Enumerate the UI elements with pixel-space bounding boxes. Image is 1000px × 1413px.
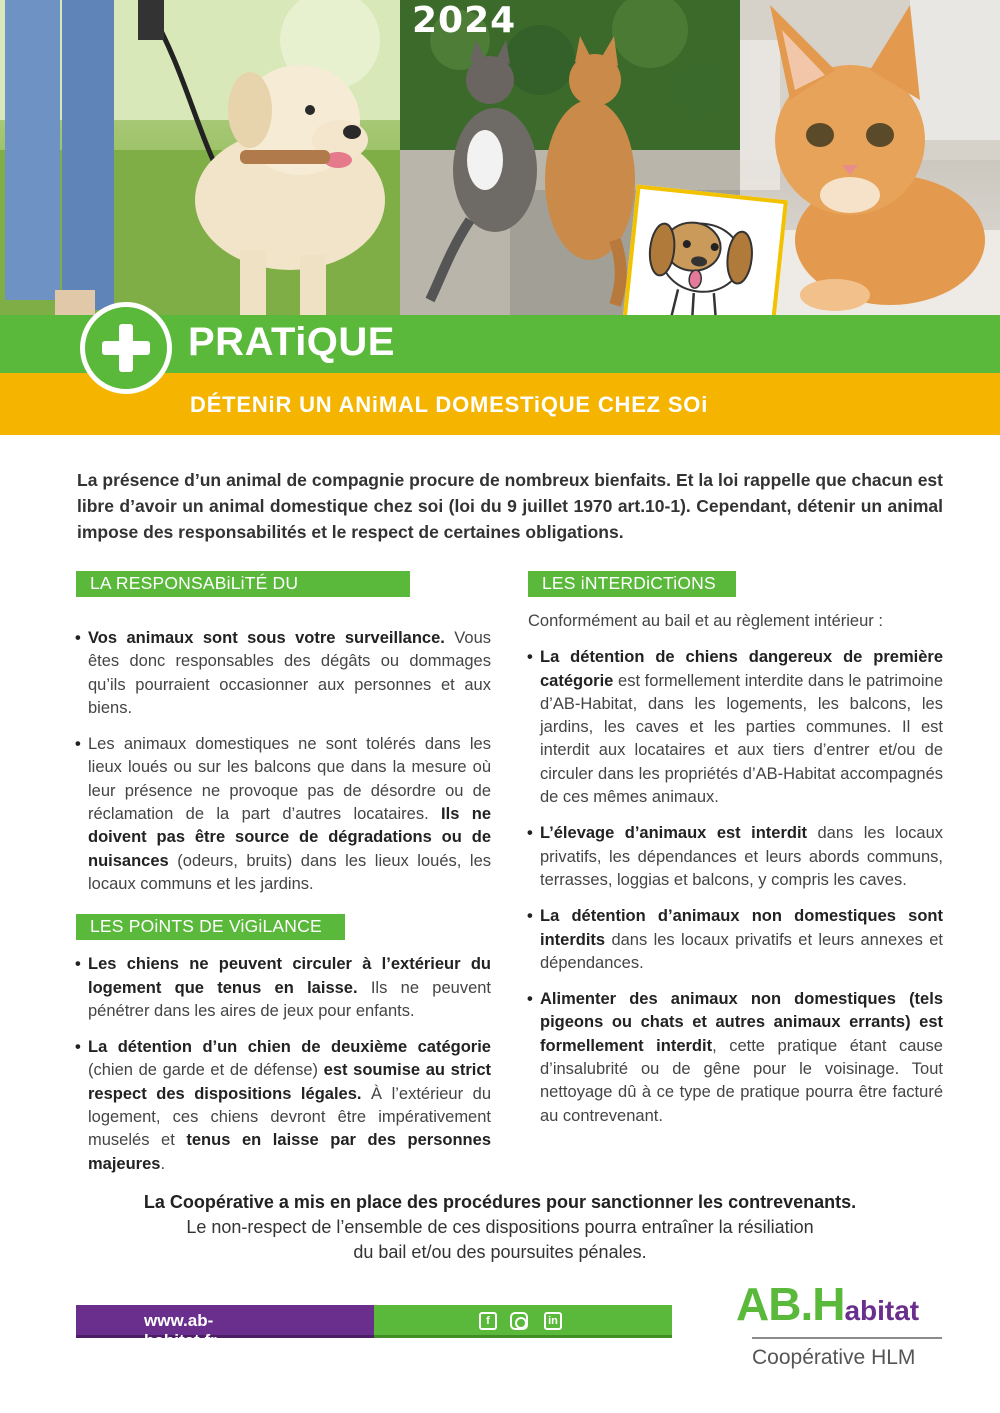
closing-statement xyxy=(60,1190,940,1265)
list-item: • Alimenter des animaux non domestiques (tels pigeons ou chats et autres animaux errants) est formellement interdit, cette pratique étant cause d’insalubrité ou de gêne pour le voisinage. Tout nettoyage dû à ce type de pratique pourra être facturé au contrevenant. xyxy=(528,988,943,1128)
footer-purple-band xyxy=(76,1305,374,1338)
list-item: • Vos animaux sont sous votre surveillance. Vous êtes donc responsables des dégâts ou dommages qu’ils pourraient occasionner aux personnes et aux biens. xyxy=(76,627,491,720)
vigilance-heading: LES POiNTS DE ViGiLANCE xyxy=(76,914,345,940)
dog-walking-photo xyxy=(0,0,400,330)
closing-strong: La Coopérative a mis en place des procédures pour sanctionner les contrevenants. xyxy=(143,1192,857,1212)
header-photos xyxy=(0,0,1000,330)
plus-icon xyxy=(80,302,172,394)
dog-illustration xyxy=(0,0,400,330)
ab-habitat-logo xyxy=(736,1280,946,1380)
instagram-icon[interactable] xyxy=(510,1312,528,1330)
left-column xyxy=(76,571,491,1176)
list-item: • La détention d’un chien de deuxième catégorie (chien de garde et de défense) est soumise au strict respect des dispositions légales. À l’extérieur du logement, ces chiens devront être impérativement muselés et tenus en laisse par des personnes majeures. xyxy=(76,1036,491,1176)
logo-wordmark: AB.Habitat xyxy=(736,1278,920,1330)
list-item: • Les animaux domestiques ne sont tolérés dans les lieux loués ou sur les balcons que dans la mesure où leur présence ne provoque pas de désordre ou de réclamation de la part d’autres locataires. Ils ne doivent pas être source de dégradations ou de nuisances (odeurs, bruits) dans les lieux loués, les locaux communs et les jardins. xyxy=(76,733,491,896)
facebook-icon[interactable]: f xyxy=(479,1312,497,1330)
intro-paragraph: La présence d’un animal de compagnie procure de nombreux bienfaits. Et la loi rappelle que chacun est libre d’avoir un animal domestique chez soi (loi du 9 juillet 1970 art.10-1). Cependant, détenir un animal impose des responsabilités et le respect de certaines obligations. xyxy=(77,470,943,542)
logo-tagline: Coopérative HLM xyxy=(752,1346,916,1369)
linkedin-icon[interactable]: in xyxy=(544,1312,562,1330)
closing-line-1: Le non-respect de l’ensemble de ces dispositions pourra entraîner la résiliation xyxy=(186,1217,814,1237)
page-subtitle: DÉTENiR UN ANiMAL DOMESTiQUE CHEZ SOi xyxy=(190,392,709,417)
list-item: • L’élevage d’animaux est interdit dans les locaux privatifs, les dépendances et leurs abords communs, terrasses, loggias et balcons, y compris les caves. xyxy=(528,822,943,892)
list-item: • Les chiens ne peuvent circuler à l’extérieur du logement que tenus en laisse. Ils ne peuvent pénétrer dans les aires de jeux pour enfants. xyxy=(76,953,491,1023)
interdictions-intro: Conformément au bail et au règlement intérieur : xyxy=(528,612,883,630)
right-column xyxy=(528,571,943,1128)
year-label: 2024 xyxy=(412,0,517,41)
list-item: • La détention de chiens dangereux de première catégorie est formellement interdite dans le patrimoine d’AB-Habitat, dans les logements, les balcons, les jardins, les caves et les parties communes. Il est interdit aux locataires et aux tiers d’entrer et/ou de circuler dans les propriétés d’AB-Habitat accompagnés de ces mêmes animaux. xyxy=(528,646,943,809)
logo-divider xyxy=(752,1337,942,1339)
interdictions-heading: LES iNTERDiCTiONS xyxy=(528,571,736,597)
page-title: PRATiQUE xyxy=(188,320,395,364)
responsabilite-heading: LA RESPONSABiLiTÉ DU LOCATAiRE xyxy=(76,571,410,597)
closing-line-2: du bail et/ou des poursuites pénales. xyxy=(353,1242,647,1262)
website-link[interactable]: www.ab-habitat.fr xyxy=(144,1311,217,1350)
list-item: • La détention d’animaux non domestiques sont interdits dans les locaux privatifs et leurs annexes et dépendances. xyxy=(528,905,943,975)
